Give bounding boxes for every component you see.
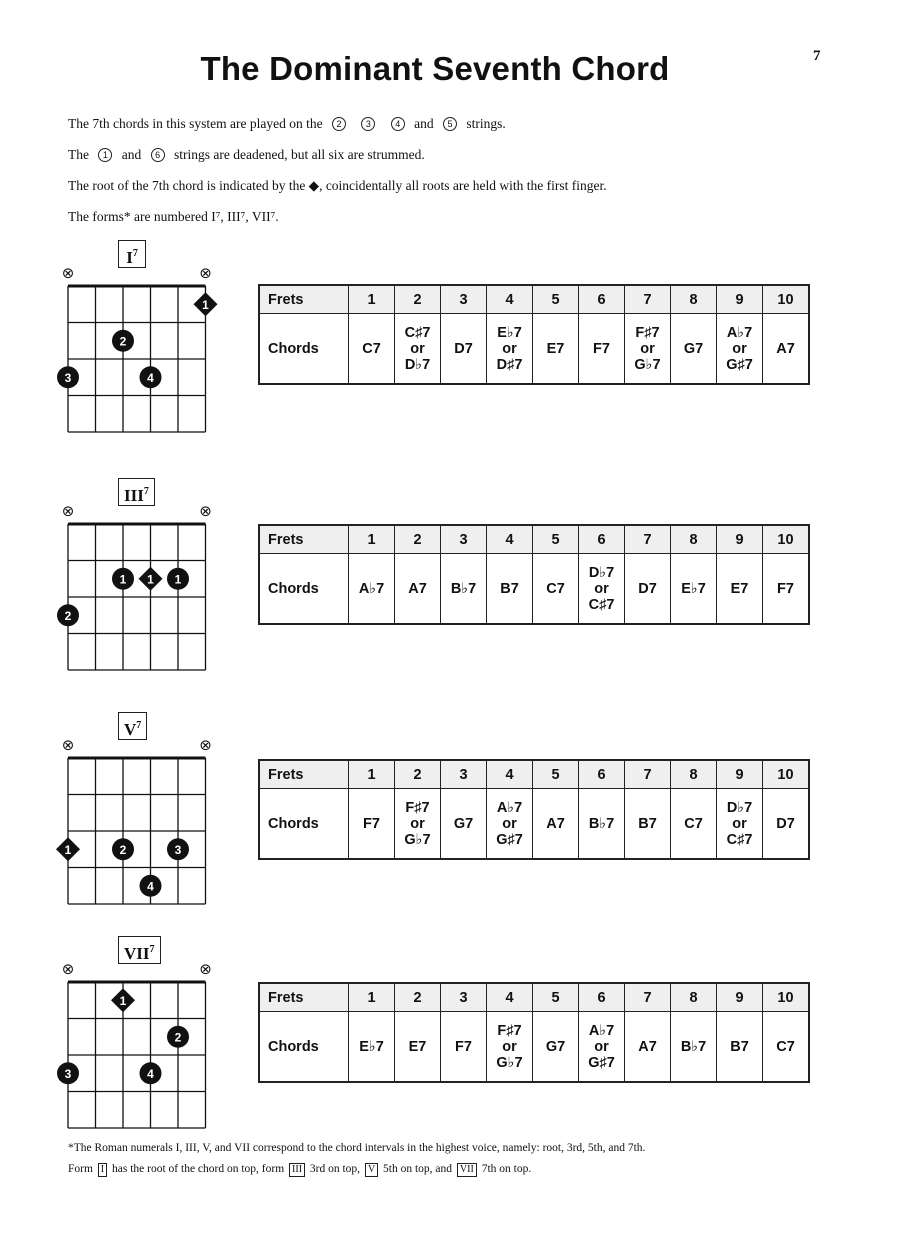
chord-table — [258, 982, 810, 1083]
chord-name-cell — [441, 554, 487, 625]
chord-name-cell — [395, 1012, 441, 1083]
fret-number-cell: 1 — [349, 525, 395, 554]
chord-table — [258, 759, 810, 860]
footnote-text-1: has the root of the chord on top, form — [112, 1163, 285, 1175]
chord-name: G♭7 — [496, 1054, 523, 1071]
chord-name-cell — [349, 554, 395, 625]
intro-line-3: The root of the 7th chord is indicated by the ◆, coincidentally all roots are held with the first finger. — [68, 178, 607, 193]
root-finger-marker — [111, 988, 135, 1012]
chord-or-word: or — [594, 1038, 609, 1055]
svg-text:2: 2 — [174, 1030, 182, 1045]
chord-name: C7 — [776, 1038, 795, 1055]
finger-marker — [140, 366, 162, 388]
intro-line-2-text: The — [68, 147, 89, 162]
finger-marker — [57, 604, 79, 626]
page-number: 7 — [813, 48, 821, 64]
fret-number-cell: 7 — [625, 285, 671, 314]
fret-number-cell: 7 — [625, 983, 671, 1012]
root-finger-marker — [56, 837, 80, 861]
chord-name: F7 — [777, 580, 794, 597]
fret-number-cell: 9 — [717, 983, 763, 1012]
chord-name-cell — [579, 554, 625, 625]
svg-text:3: 3 — [174, 842, 182, 857]
svg-text:1: 1 — [119, 993, 127, 1008]
chord-or-word: or — [640, 340, 655, 357]
chord-name: F7 — [455, 1038, 472, 1055]
chord-name: A♭7 — [358, 580, 385, 597]
fret-number-cell: 2 — [395, 525, 441, 554]
string-3-symbol: 3 — [361, 117, 375, 131]
chords-header: Chords — [259, 314, 349, 385]
finger-marker — [112, 568, 134, 590]
chord-name-cell — [579, 1012, 625, 1083]
footnote-form-vii: VII — [457, 1163, 477, 1177]
finger-marker — [167, 568, 189, 590]
fret-number-cell: 6 — [579, 760, 625, 789]
chord-name: C7 — [546, 580, 565, 597]
chord-name: E♭7 — [497, 324, 522, 341]
chord-name-cell — [487, 1012, 533, 1083]
chord-name-cell — [533, 554, 579, 625]
chords-row — [259, 789, 809, 860]
fret-number-cell: 2 — [395, 760, 441, 789]
svg-text:3: 3 — [64, 1066, 72, 1081]
chord-name: F♯7 — [635, 324, 660, 341]
chord-name: A♭7 — [588, 1022, 615, 1039]
string-5-symbol: 5 — [443, 117, 457, 131]
chord-name: F7 — [363, 815, 380, 832]
chord-name-cell — [625, 314, 671, 385]
chord-name-cell — [395, 789, 441, 860]
fret-number-cell: 5 — [533, 983, 579, 1012]
chord-name: D♭7 — [726, 799, 753, 816]
page-title: The Dominant Seventh Chord — [200, 50, 670, 87]
chord-name: G♭7 — [404, 831, 431, 848]
chord-name: D7 — [638, 580, 657, 597]
footnote-form-v: V — [365, 1163, 378, 1177]
finger-marker — [140, 1062, 162, 1084]
chord-name: A7 — [546, 815, 565, 832]
chord-name-cell — [349, 789, 395, 860]
chord-name: G7 — [453, 815, 474, 832]
intro-line-2 — [68, 139, 828, 170]
chord-or-word: or — [502, 815, 517, 832]
chord-name: C♯7 — [726, 831, 753, 848]
frets-row — [259, 525, 809, 554]
svg-text:4: 4 — [147, 370, 154, 385]
frets-header: Frets — [259, 760, 349, 789]
intro-line-1-and: and — [414, 116, 434, 131]
fret-number-cell: 1 — [349, 983, 395, 1012]
footnote-form-i: I — [98, 1163, 107, 1177]
chord-name-cell — [763, 554, 810, 625]
chord-form-section — [0, 712, 900, 912]
fret-number-cell: 4 — [487, 983, 533, 1012]
svg-text:4: 4 — [147, 879, 154, 894]
chord-or-word: or — [732, 340, 747, 357]
fret-number-cell: 1 — [349, 285, 395, 314]
intro-line-1-end: strings. — [466, 116, 506, 131]
chord-name-cell — [671, 554, 717, 625]
footnote-form-word: Form — [68, 1163, 93, 1175]
form-superscript: 7 — [132, 248, 138, 259]
chord-name: B7 — [638, 815, 657, 832]
chord-name-cell — [349, 1012, 395, 1083]
chord-name: F♯7 — [497, 1022, 522, 1039]
chord-name: C7 — [684, 815, 703, 832]
chord-name: G♯7 — [496, 831, 523, 848]
chord-name: A♭7 — [496, 799, 523, 816]
svg-text:1: 1 — [64, 842, 72, 857]
form-superscript: 7 — [149, 944, 155, 955]
chords-header: Chords — [259, 1012, 349, 1083]
footnote-text-4: 7th on top. — [481, 1163, 532, 1175]
string-1-symbol: 1 — [98, 148, 112, 162]
chord-name: C♯7 — [588, 596, 615, 613]
fret-number-cell: 9 — [717, 285, 763, 314]
fret-number-cell: 3 — [441, 760, 487, 789]
chord-name: B♭7 — [680, 1038, 707, 1055]
footnote-text-3: 5th on top, and — [383, 1163, 453, 1175]
chord-name-cell — [533, 789, 579, 860]
string-2-symbol: 2 — [332, 117, 346, 131]
chord-name-cell — [579, 314, 625, 385]
chord-name-cell — [487, 554, 533, 625]
footnote-line-2 — [68, 1159, 828, 1180]
chord-name: G♭7 — [634, 356, 661, 373]
chord-name-cell — [441, 1012, 487, 1083]
chord-name-cell — [763, 1012, 810, 1083]
svg-text:3: 3 — [64, 370, 72, 385]
finger-marker — [140, 875, 162, 897]
chord-name: E7 — [546, 340, 565, 357]
fret-number-cell: 10 — [763, 525, 810, 554]
chord-name: D7 — [454, 340, 473, 357]
fretboard-diagram — [52, 260, 226, 438]
chord-name-cell — [625, 789, 671, 860]
chord-name-cell — [717, 314, 763, 385]
frets-header: Frets — [259, 983, 349, 1012]
chord-form-section — [0, 936, 900, 1136]
frets-row — [259, 285, 809, 314]
chord-name: D♭7 — [588, 564, 615, 581]
chord-name-cell — [441, 314, 487, 385]
chord-name: E7 — [408, 1038, 427, 1055]
chord-name: G♯7 — [588, 1054, 615, 1071]
muted-string-icon: ⊗ — [199, 736, 212, 754]
chord-or-word: or — [594, 580, 609, 597]
chord-name-cell — [441, 789, 487, 860]
fret-number-cell: 3 — [441, 285, 487, 314]
form-numeral: VII — [124, 944, 150, 963]
fretboard-diagram — [52, 956, 226, 1134]
chord-or-word: or — [410, 815, 425, 832]
chords-header: Chords — [259, 554, 349, 625]
finger-marker — [167, 1026, 189, 1048]
fret-number-cell: 3 — [441, 983, 487, 1012]
svg-text:2: 2 — [119, 842, 127, 857]
chords-row — [259, 554, 809, 625]
frets-header: Frets — [259, 525, 349, 554]
chords-header: Chords — [259, 789, 349, 860]
chord-or-word: or — [410, 340, 425, 357]
svg-text:1: 1 — [119, 572, 127, 587]
fret-number-cell: 9 — [717, 525, 763, 554]
chord-name: D♯7 — [496, 356, 523, 373]
chord-name: B7 — [500, 580, 519, 597]
fret-number-cell: 10 — [763, 983, 810, 1012]
chord-name: E♭7 — [359, 1038, 384, 1055]
finger-marker — [57, 1062, 79, 1084]
chord-name-cell — [717, 554, 763, 625]
root-finger-marker — [194, 292, 218, 316]
fretboard-diagram — [52, 732, 226, 910]
chord-name-cell — [671, 1012, 717, 1083]
fret-number-cell: 5 — [533, 525, 579, 554]
fret-number-cell: 8 — [671, 983, 717, 1012]
chord-name-cell — [625, 1012, 671, 1083]
chord-name: G♯7 — [726, 356, 753, 373]
fret-number-cell: 6 — [579, 285, 625, 314]
fret-number-cell: 7 — [625, 760, 671, 789]
footnote — [68, 1138, 828, 1180]
chord-name: B7 — [730, 1038, 749, 1055]
svg-text:1: 1 — [174, 572, 182, 587]
chord-name: D7 — [776, 815, 795, 832]
muted-string-icon: ⊗ — [199, 502, 212, 520]
chord-table — [258, 284, 810, 385]
form-superscript: 7 — [136, 720, 142, 731]
footnote-form-iii: III — [289, 1163, 305, 1177]
fret-number-cell: 6 — [579, 525, 625, 554]
form-numeral: III — [124, 486, 144, 505]
chord-name-cell — [671, 789, 717, 860]
chord-name: A♭7 — [726, 324, 753, 341]
fret-number-cell: 10 — [763, 760, 810, 789]
chord-or-word: or — [502, 340, 517, 357]
chord-name-cell — [625, 554, 671, 625]
muted-string-icon: ⊗ — [61, 960, 75, 978]
muted-string-icon: ⊗ — [199, 960, 212, 978]
finger-marker — [57, 366, 79, 388]
fret-number-cell: 8 — [671, 760, 717, 789]
chord-name: D♭7 — [404, 356, 431, 373]
string-6-symbol: 6 — [151, 148, 165, 162]
svg-text:2: 2 — [64, 608, 72, 623]
muted-string-icon: ⊗ — [199, 264, 212, 282]
chord-name: B♭7 — [588, 815, 615, 832]
chord-name-cell — [533, 1012, 579, 1083]
fret-number-cell: 5 — [533, 285, 579, 314]
chord-name: A7 — [638, 1038, 657, 1055]
chord-name: E♭7 — [681, 580, 706, 597]
chord-name-cell — [395, 314, 441, 385]
intro-text — [68, 108, 828, 232]
svg-text:2: 2 — [119, 334, 127, 349]
chord-name-cell — [349, 314, 395, 385]
fret-number-cell: 4 — [487, 760, 533, 789]
intro-line-4: The forms* are numbered I⁷, III⁷, VII⁷. — [68, 209, 279, 224]
chord-form-section — [0, 240, 900, 440]
string-4-symbol: 4 — [391, 117, 405, 131]
chord-or-word: or — [502, 1038, 517, 1055]
fret-number-cell: 3 — [441, 525, 487, 554]
intro-line-1 — [68, 108, 828, 139]
form-numeral: I — [126, 248, 133, 267]
chord-name-cell — [717, 789, 763, 860]
chord-name: A7 — [408, 580, 427, 597]
fret-number-cell: 4 — [487, 285, 533, 314]
intro-line-2-and: and — [121, 147, 142, 162]
intro-line-2-end: strings are deadened, but all six are strummed. — [174, 147, 425, 162]
chord-name-cell — [487, 314, 533, 385]
chord-name-cell — [763, 314, 810, 385]
chord-name: G7 — [683, 340, 704, 357]
chord-name-cell — [533, 314, 579, 385]
chord-name: G7 — [545, 1038, 566, 1055]
chord-name: C7 — [362, 340, 381, 357]
chord-name-cell — [487, 789, 533, 860]
svg-text:1: 1 — [202, 297, 209, 312]
finger-marker — [167, 838, 189, 860]
chord-name-cell — [671, 314, 717, 385]
finger-marker — [112, 838, 134, 860]
chord-name: C♯7 — [404, 324, 431, 341]
svg-text:1: 1 — [147, 572, 154, 587]
fret-number-cell: 8 — [671, 285, 717, 314]
muted-string-icon: ⊗ — [61, 502, 75, 520]
finger-marker — [112, 330, 134, 352]
chord-name-cell — [579, 789, 625, 860]
root-finger-marker — [139, 567, 163, 591]
fret-number-cell: 6 — [579, 983, 625, 1012]
intro-line-1-text: The 7th chords in this system are played on the — [68, 116, 323, 131]
muted-string-icon: ⊗ — [61, 736, 75, 754]
frets-header: Frets — [259, 285, 349, 314]
fret-number-cell: 10 — [763, 285, 810, 314]
chord-or-word: or — [732, 815, 747, 832]
chords-row — [259, 314, 809, 385]
fret-number-cell: 2 — [395, 983, 441, 1012]
chord-name-cell — [395, 554, 441, 625]
chord-name: B♭7 — [450, 580, 477, 597]
chord-name: A7 — [776, 340, 795, 357]
muted-string-icon: ⊗ — [61, 264, 75, 282]
form-numeral: V — [124, 720, 137, 739]
chord-name: F7 — [593, 340, 610, 357]
fretboard-diagram — [52, 498, 226, 676]
fret-number-cell: 9 — [717, 760, 763, 789]
fret-number-cell: 2 — [395, 285, 441, 314]
fret-number-cell: 1 — [349, 760, 395, 789]
chord-name-cell — [763, 789, 810, 860]
frets-row — [259, 983, 809, 1012]
chord-name: F♯7 — [405, 799, 430, 816]
svg-text:4: 4 — [147, 1066, 154, 1081]
fret-number-cell: 5 — [533, 760, 579, 789]
chord-name: E7 — [730, 580, 749, 597]
form-superscript: 7 — [143, 486, 149, 497]
chord-table — [258, 524, 810, 625]
footnote-text-2: 3rd on top, — [309, 1163, 361, 1175]
fret-number-cell: 7 — [625, 525, 671, 554]
fret-number-cell: 4 — [487, 525, 533, 554]
frets-row — [259, 760, 809, 789]
chord-form-section — [0, 478, 900, 678]
footnote-line-1: *The Roman numerals I, III, V, and VII correspond to the chord intervals in the highest voice, namely: root, 3rd, 5th, and 7th. — [68, 1142, 646, 1154]
chords-row — [259, 1012, 809, 1083]
fret-number-cell: 8 — [671, 525, 717, 554]
chord-name-cell — [717, 1012, 763, 1083]
